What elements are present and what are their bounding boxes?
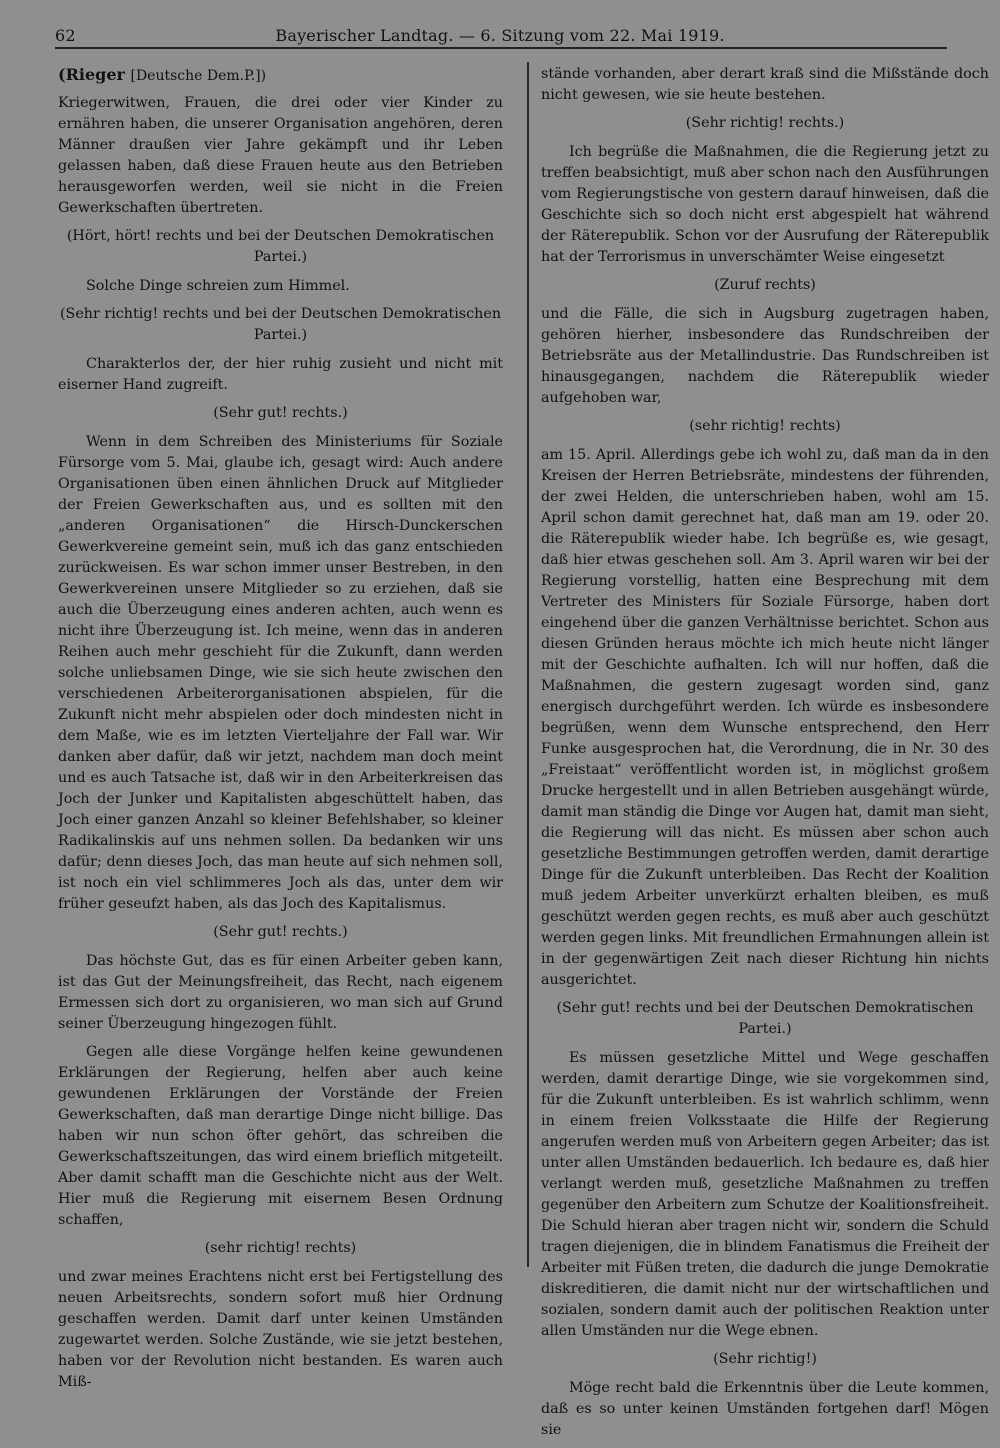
column-divider [527, 62, 529, 1267]
interjection: (Hört, hört! rechts und bei der Deutschen Demokratischen Partei.) [66, 228, 495, 265]
paragraph: und zwar meines Erachtens nicht erst bei Fertigstellung des neuen Arbeitsrechts, sondern sofort muß hier Ordnung geschaffen werden. Damit darf unter keinen Umständen zugewartet werden. Solche Zustände, wie sie jetzt bestehen, haben vor der Revolution nicht bestanden. Es waren auch Miß- [58, 1269, 503, 1390]
paragraph: Charakterlos der, der hier ruhig zusieht und nicht mit eiserner Hand zugreift. [58, 356, 503, 393]
page-header [55, 26, 945, 45]
paragraph: Das höchste Gut, das es für einen Arbeiter geben kann, ist das Gut der Meinungsfreiheit, das Recht, nach eigenem Ermessen sich dort zu organisieren, wo man sich auf Grund seiner Überzeugung hingezogen fühlt. [58, 953, 503, 1032]
interjection: (Sehr gut! rechts und bei der Deutschen Demokratischen Partei.) [556, 1000, 974, 1037]
interjection: (Sehr richtig! rechts und bei der Deutschen Demokratischen Partei.) [59, 306, 502, 343]
paragraph: Es müssen gesetzliche Mittel und Wege geschaffen werden, damit derartige Dinge, wie sie vorgekommen sind, für die Zukunft unterbleiben. Es ist wahrlich schlimm, wenn in einem freien Volksstaate die Hilfe der Regierung angerufen werden muß von Arbeitern gegen Arbeiter; das ist unter allen Umständen bedauerlich. Ich bedaure es, daß hier verlangt werden muß, gesetzliche Maßnahmen zu treffen gegenüber den Arbeitern zum Schutze der Koalitionsfreiheit. Die Schuld hieran aber tragen nicht wir, sondern die Schuld tragen diejenigen, die in blindem Fanatismus die Freiheit der Arbeiter mit Füßen treten, die dadurch die junge Demokratie diskreditieren, die damit nicht nur der wirtschaftlichen und sozialen, sondern damit auch der politischen Reaktion unter allen Umständen nur die Wege ebnen. [541, 1050, 989, 1339]
interjection: (sehr richtig! rechts) [204, 1240, 357, 1256]
interjection: (Sehr gut! rechts.) [213, 405, 348, 421]
paragraph: stände vorhanden, aber derart kraß sind die Mißstände doch nicht gewesen, wie sie heute bestehen. [541, 66, 989, 103]
paragraph: Solche Dinge schreien zum Himmel. [86, 278, 350, 294]
speaker-name: (Rieger [58, 65, 125, 84]
interjection: (Sehr gut! rechts.) [213, 924, 348, 940]
paragraph: und die Fälle, die sich in Augsburg zugetragen haben, gehören hierher, insbesondere das Rundschreiben der Betriebsräte aus der Metallindustrie. Das Rundschreiben ist hinausgegangen, nachdem die Räterepublik wieder aufgehoben war, [541, 306, 989, 406]
paragraph: Kriegerwitwen, Frauen, die drei oder vier Kinder zu ernähren haben, die unserer Organisation angehören, deren Männer draußen vier Jahre gekämpft und ihr Leben gelassen haben, daß diese Frauen heute aus den Betrieben herausgeworfen werden, weil sie nicht in die Freien Gewerkschaften übertreten. [58, 95, 503, 216]
paragraph: am 15. April. Allerdings gebe ich wohl zu, daß man da in den Kreisen der Herren Betriebsräte, mindestens der führenden, der zwei Helden, die unterschrieben haben, wohl am 15. April schon damit gerechnet hat, daß man am 19. oder 20. die Räterepublik wieder habe. Ich begrüße es, wie gesagt, daß hier etwas geschehen soll. Am 3. April waren wir bei der Regierung vorstellig, hatten eine Besprechung mit dem Vertreter des Ministers für Soziale Fürsorge, haben dort eingehend über die ganzen Verhältnisse berichtet. Schon aus diesen Gründen heraus möchte ich mich heute nicht länger mit der Geschichte aufhalten. Ich will nur hoffen, daß die Maßnahmen, die gestern zugesagt worden sind, ganz energisch durchgeführt werden. Ich würde es insbesondere begrüßen, wenn dem Wunsche entsprechend, den Herr Funke ausgesprochen hat, die Verordnung, die in Nr. 30 des „Freistaat“ veröffentlicht worden ist, in möglichst großem Drucke hergestellt und in allen Betrieben ausgehängt würde, damit man ständig die Dinge vor Augen hat, damit man sieht, die Regierung will das nicht. Es müssen aber schon auch gesetzliche Bestimmungen getroffen werden, damit derartige Dinge für die Zukunft unterbleiben. Das Recht der Koalition muß jedem Arbeiter unverkürzt erhalten bleiben, es muß geschützt werden gegen rechts, es muß aber auch geschützt werden gegen links. Mit freundlichen Ermahnungen allein ist in der gegenwärtigen Zeit nach dieser Richtung hin nichts ausgerichtet. [541, 447, 990, 988]
header-title: Bayerischer Landtag. — 6. Sitzung vom 22. Mai 1919. [275, 26, 725, 45]
header-rule [55, 47, 947, 49]
interjection: (Sehr richtig! rechts.) [685, 115, 845, 131]
right-column [541, 64, 989, 1448]
paragraph: Gegen alle diese Vorgänge helfen keine gewundenen Erklärungen der Regierung, helfen aber auch keine gewundenen Erklärungen der Vorstände der Freien Gewerkschaften, daß man derartige Dinge nicht billige. Das haben wir nun schon öfter gehört, das schreiben die Gewerkschaftszeitungen, das wird einem brieflich mitgeteilt. Aber damit schafft man die Geschichte nicht aus der Welt. Hier muß die Regierung mit eisernem Besen Ordnung schaffen, [58, 1044, 503, 1228]
speaker-line [58, 64, 503, 87]
speaker-party: [Deutsche Dem.P.]) [130, 68, 267, 84]
paragraph: Ich begrüße die Maßnahmen, die die Regierung jetzt zu treffen beabsichtigt, muß aber schon nach den Ausführungen vom Regierungstische von gestern darauf hinweisen, daß die Geschichte sich so doch nicht erst abgespielt hat während der Räterepublik. Schon vor der Ausrufung der Räterepublik hat der Terrorismus in unverschämter Weise eingesetzt [541, 144, 989, 265]
interjection: (Sehr richtig!) [713, 1351, 817, 1367]
page-number: 62 [55, 26, 76, 45]
paragraph: Möge recht bald die Erkenntnis über die Leute kommen, daß es so unter keinen Umständen fortgehen darf! Mögen sie [541, 1380, 989, 1438]
paragraph: Wenn in dem Schreiben des Ministeriums für Soziale Fürsorge vom 5. Mai, glaube ich, gesagt wird: Auch andere Organisationen üben einen ähnlichen Druck auf Mitglieder der Freien Gewerkschaften aus, und es sollten mit den „anderen Organisationen“ die Hirsch-Dunckerschen Gewerkvereine gemeint sein, muß ich das ganz entschieden zurückweisen. Es war schon immer unser Bestreben, in den Gewerkvereinen unsere Mitglieder so zu erziehen, daß sie auch die Überzeugung eines anderen achten, auch wenn es nicht ihre Überzeugung ist. Ich meine, wenn das in anderen Reihen auch mehr geschieht für die Zukunft, dann werden solche unliebsamen Dinge, wie sie sich heute zwischen den verschiedenen Arbeiterorganisationen abspielen, für die Zukunft nicht mehr abspielen oder doch mindesten nicht in dem Maße, wie es im letzten Vierteljahre der Fall war. Wir danken aber dafür, daß wir jetzt, nachdem man doch meint und es auch Tatsache ist, daß wir in den Arbeiterkreisen das Joch der Junker und Kapitalisten abgeschüttelt haben, das Joch einer ganzen Anzahl so kleiner Befehlshaber, so kleiner Radikalinskis auf uns nehmen sollen. Da bedanken wir uns dafür; denn dieses Joch, das man heute auf sich nehmen soll, ist noch ein viel schlimmeres Joch als das, unter dem wir früher geseufzt haben, als das Joch des Kapitalismus. [58, 434, 503, 912]
interjection: (Zuruf rechts) [714, 277, 816, 293]
left-column [58, 64, 503, 1400]
interjection: (sehr richtig! rechts) [689, 418, 841, 434]
